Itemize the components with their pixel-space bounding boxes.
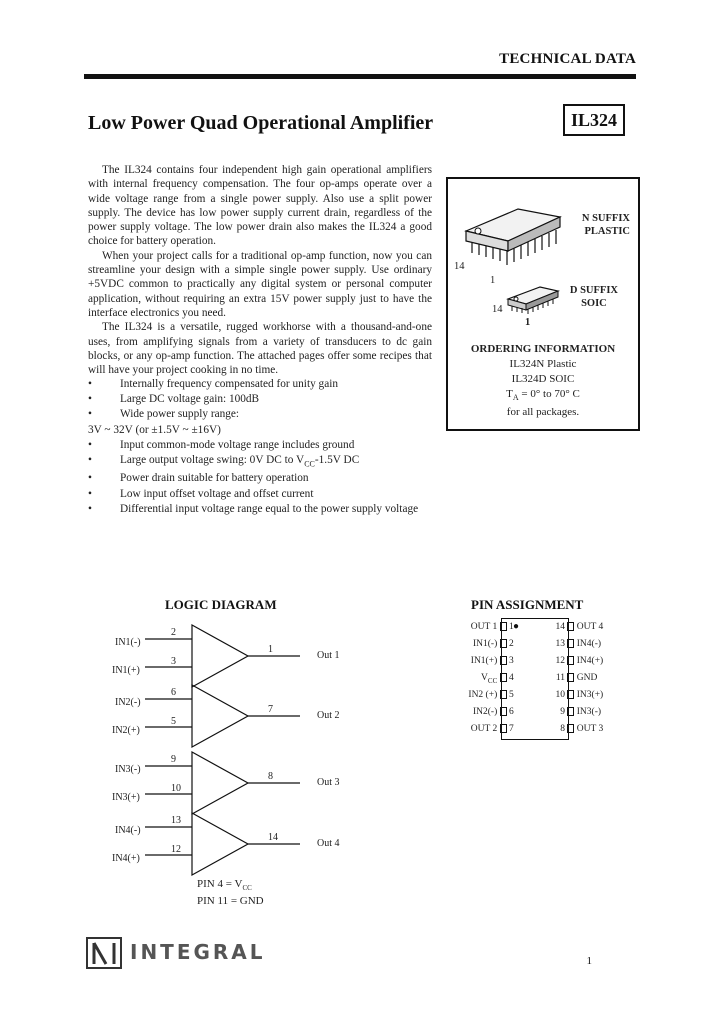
pin-left: OUT 1 1 [470, 622, 514, 632]
input-neg-label: IN1(-) [115, 637, 141, 648]
pin-number: 1 [268, 644, 273, 655]
pin-left: IN1(-) 2 [472, 639, 514, 649]
feature-item: • Low input offset voltage and offset current [88, 487, 314, 500]
output-label: Out 2 [317, 710, 340, 721]
pin-number: 7 [268, 704, 273, 715]
output-label: Out 1 [317, 650, 340, 661]
input-neg-label: IN4(-) [115, 825, 141, 836]
package-info-box [446, 177, 640, 431]
pin-number: 10 [171, 783, 181, 794]
feature-item: • Large output voltage swing: 0V DC to $V_{CC}-1.5V$ DC [88, 454, 360, 469]
feature-item: • Power drain suitable for battery operation [88, 472, 309, 485]
part-number-badge: IL324 [563, 104, 625, 136]
op-amp-symbol [192, 752, 248, 814]
package-illustration [448, 179, 638, 339]
dip-package-icon [466, 209, 560, 265]
pin-right: 9 IN3(-) [560, 707, 602, 717]
pin1-marker-icon: ● [513, 621, 520, 632]
pin-assignment-diagram [455, 618, 625, 743]
header-label: TECHNICAL DATA [499, 51, 636, 67]
pin-number: 9 [171, 754, 176, 765]
pin-right: 11 GND [555, 673, 598, 683]
feature-item: • Input common-mode voltage range includes ground [88, 438, 355, 451]
brand-name: INTEGRAL [130, 940, 266, 964]
pin-number: 12 [171, 844, 181, 855]
input-neg-label: IN3(-) [115, 764, 141, 775]
feature-item: • Wide power supply range: [88, 408, 240, 421]
power-pins-note: PIN $4 = V_{CC}$ PIN 11 = GND [197, 878, 264, 908]
pin-number: 3 [171, 656, 176, 667]
pin-left: IN1(+) 3 [470, 656, 514, 666]
op-amp-symbol [192, 813, 248, 875]
input-neg-label: IN2(-) [115, 697, 141, 708]
output-label: Out 4 [317, 838, 340, 849]
feature-subitem: 3V ~ 32V (or ±1.5V ~ ±16V) [88, 423, 221, 436]
pin-right: 10 IN3(+) [555, 690, 604, 700]
pin-left: $V_{CC}$ 4 [481, 673, 514, 685]
pin-left: OUT 2 7 [470, 724, 514, 734]
n-suffix-label: N SUFFIX PLASTIC [581, 213, 630, 237]
header-rule [84, 74, 636, 79]
feature-item: • Large DC voltage gain: 100dB [88, 393, 260, 406]
logic-diagram-heading: LOGIC DIAGRAM [165, 597, 277, 612]
soic-pin-1: 1 [525, 317, 531, 328]
dip-pin-1: 1 [490, 275, 496, 286]
soic-pin-14: 14 [492, 304, 503, 315]
page-number: 1 [586, 955, 592, 967]
feature-item: • Internally frequency compensated for unity gain [88, 378, 339, 390]
feature-item: • Differential input voltage range equal to the power supply voltage [88, 502, 419, 515]
ordering-info: ORDERING INFORMATION IL324N Plastic IL324D SOIC $T_A = 0^\circ$ to 70° C for all packages. [448, 342, 638, 420]
input-pos-label: IN3(+) [112, 792, 140, 803]
op-amp-symbol [192, 685, 248, 747]
dip-pin-14: 14 [454, 261, 465, 272]
pin-left: IN2 (+) 5 [468, 690, 514, 700]
pin-number: 2 [171, 627, 176, 638]
description-paragraph-2: When your project calls for a traditional op-amp function, now you can streamline your design with a simple single power supply. Use ordinary +5VDC common to practically any digital system or personal computer application, without requiring an extra 15V power supply just to have the interface electronics you need. [88, 249, 432, 319]
pin-right: 13 IN4(-) [555, 639, 602, 649]
description-paragraph-1: The IL324 contains four independent high gain operational amplifiers with internal frequency compensation. The four op-amps operate over a wide voltage range from a single power supply. Also use a split power supply. The device has low power supply current drain, regardless of the power supply voltage. The low power drain also makes the IL324 a good choice for battery operation. [88, 164, 432, 248]
integral-logo-icon [86, 937, 122, 969]
pin-number: 5 [171, 716, 176, 727]
op-amp-symbol [192, 625, 248, 687]
pin-right: 12 IN4(+) [555, 656, 604, 666]
input-pos-label: IN2(+) [112, 725, 140, 736]
d-suffix-label: D SUFFIX SOIC [569, 285, 618, 309]
input-pos-label: IN4(+) [112, 853, 140, 864]
ordering-heading: ORDERING INFORMATION [470, 343, 616, 355]
description-paragraph-3: The IL324 is a versatile, rugged workhorse with a thousand-and-one uses, from amplifying signals from a variety of transducers to dc gain blocks, or any op-amp function. The attached pages offer some recipes that will have your project cooking in no time. [88, 321, 432, 377]
output-label: Out 3 [317, 777, 340, 788]
input-pos-label: IN1(+) [112, 665, 140, 676]
pin-number: 14 [268, 832, 278, 843]
feature-list [88, 377, 458, 517]
pin-right: 14 OUT 4 [555, 622, 604, 632]
pin-left: IN2(-) 6 [472, 707, 514, 717]
pin-right: 8 OUT 3 [560, 724, 604, 734]
pin-assignment-heading: PIN ASSIGNMENT [471, 597, 584, 612]
pin-number: 6 [171, 687, 176, 698]
soic-package-icon [508, 287, 558, 314]
page-title: Low Power Quad Operational Amplifier [88, 112, 434, 134]
pin-number: 8 [268, 771, 273, 782]
logic-diagram [100, 615, 360, 895]
pin-number: 13 [171, 815, 181, 826]
description [88, 163, 432, 377]
